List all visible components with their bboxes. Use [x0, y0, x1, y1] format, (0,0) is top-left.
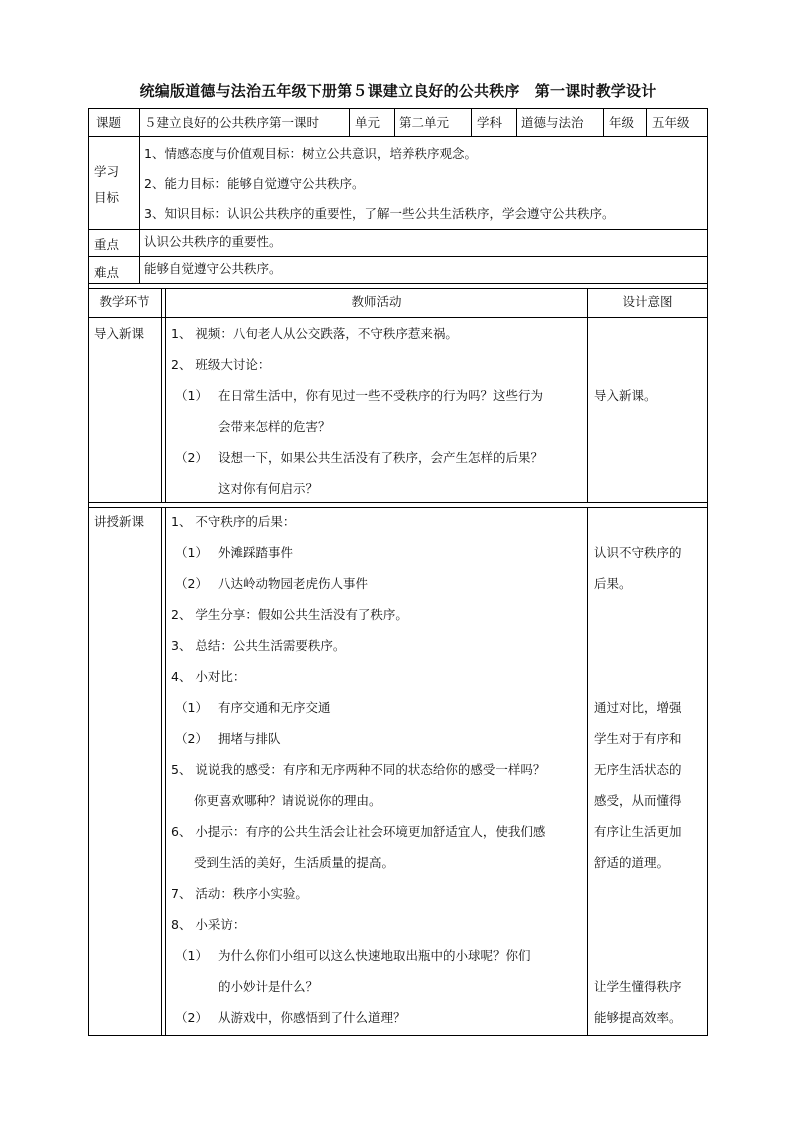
goal-ability: 2、能力目标：能够自觉遵守公共秩序。 — [144, 176, 365, 191]
rule-label-col — [139, 108, 140, 283]
rule-after-difficulty — [88, 283, 708, 284]
rule-stage-col-a — [161, 288, 162, 503]
rule-columns-top — [88, 288, 708, 289]
rule-header-2 — [394, 108, 395, 136]
lecture-line: 5、 说说我的感受：有序和无序两种不同的状态给你的感受一样吗？ — [171, 762, 546, 777]
table-border-right — [707, 108, 708, 1036]
intro-line: 在日常生活中，你有见过一些不受秩序的行为吗？这些行为 — [218, 388, 544, 403]
lecture-line: 8、 小采访： — [171, 917, 246, 932]
intro-line: 2、 班级大讨论： — [171, 357, 271, 372]
lecture-item-number: （1） — [175, 545, 208, 560]
rule-after-keypoint — [88, 256, 708, 257]
lecture-intent-line: 舒适的道理。 — [594, 855, 670, 870]
lecture-line: 6、 小提示：有序的公共生活会让社会环境更加舒适宜人，使我们感 — [171, 824, 546, 839]
difficulty-value: 能够自觉遵守公共秩序。 — [144, 261, 282, 276]
grade-value: 五年级 — [652, 115, 690, 130]
lecture-line: 1、 不守秩序的后果： — [171, 514, 296, 529]
course-label: 课题 — [96, 115, 122, 130]
lecture-item-number: （1） — [175, 700, 208, 715]
rule-after-header — [88, 136, 708, 137]
lecture-stage-label: 讲授新课 — [94, 514, 145, 529]
rule-header-1 — [349, 108, 350, 136]
goals-label-line1: 学习 — [94, 164, 120, 179]
rule-after-goals — [88, 229, 708, 230]
lecture-line: 7、 活动：秩序小实验。 — [171, 886, 308, 901]
intro-item-number: （2） — [175, 450, 208, 465]
unit-value: 第二单元 — [399, 115, 450, 130]
lecture-line: 为什么你们小组可以这么快速地取出瓶中的小球呢？你们 — [218, 948, 531, 963]
lecture-line: 2、 学生分享：假如公共生活没有了秩序。 — [171, 607, 408, 622]
goal-emotion: 1、情感态度与价值观目标：树立公共意识，培养秩序观念。 — [144, 146, 477, 161]
rule-header-6 — [646, 108, 647, 136]
subject-value: 道德与法治 — [521, 115, 584, 130]
intro-line: 会带来怎样的危害？ — [218, 419, 331, 434]
rule-header-3 — [471, 108, 472, 136]
keypoint-label: 重点 — [94, 237, 120, 252]
lecture-line: 你更喜欢哪种？请说说你的理由。 — [194, 793, 382, 808]
lecture-intent-line: 让学生懂得秩序 — [594, 979, 682, 994]
lecture-intent-line: 无序生活状态的 — [594, 762, 682, 777]
lecture-item-number: （1） — [175, 948, 208, 963]
lecture-line: 外滩踩踏事件 — [218, 545, 294, 560]
lecture-item-number: （2） — [175, 1010, 208, 1025]
goal-knowledge: 3、知识目标：认识公共秩序的重要性，了解一些公共生活秩序，学会遵守公共秩序。 — [144, 206, 615, 221]
intro-line: 这对你有何启示？ — [218, 481, 319, 496]
difficulty-label: 难点 — [94, 265, 120, 280]
intro-item-number: （1） — [175, 388, 208, 403]
table-border-top — [88, 108, 708, 109]
lecture-line: 4、 小对比： — [171, 669, 246, 684]
lecture-item-number: （2） — [175, 731, 208, 746]
lecture-line: 3、 总结：公共生活需要秩序。 — [171, 638, 346, 653]
unit-label: 单元 — [355, 115, 381, 130]
lecture-item-number: （2） — [175, 576, 208, 591]
lecture-intent-line: 学生对于有序和 — [594, 731, 682, 746]
intro-intent: 导入新课。 — [594, 388, 657, 403]
goals-label-line2: 目标 — [94, 190, 120, 205]
keypoint-value: 认识公共秩序的重要性。 — [144, 234, 282, 249]
rule-after-intro — [88, 502, 708, 503]
lecture-intent-line: 感受，从而懂得 — [594, 793, 682, 808]
document-title: 统编版道德与法治五年级下册第５课建立良好的公共秩序 第一课时教学设计 — [139, 82, 657, 100]
rule-stage-col-b2 — [165, 507, 166, 1036]
lecture-line: 从游戏中，你感悟到了什么道理？ — [218, 1010, 406, 1025]
intro-stage-label: 导入新课 — [94, 326, 145, 341]
rule-after-columns — [88, 317, 708, 318]
rule-intent-col-b — [587, 507, 588, 1036]
lecture-intent-line: 后果。 — [594, 576, 632, 591]
rule-header-5 — [603, 108, 604, 136]
column-header-intent: 设计意图 — [622, 294, 673, 309]
lesson-plan-table — [88, 108, 708, 1036]
lecture-line: 八达岭动物园老虎伤人事件 — [218, 576, 369, 591]
intro-line: 1、 视频：八旬老人从公交跌落，不守秩序惹来祸。 — [171, 326, 458, 341]
rule-stage-col-a2 — [165, 288, 166, 503]
subject-label: 学科 — [477, 115, 503, 130]
lecture-line: 拥堵与排队 — [218, 731, 281, 746]
rule-lecture-top — [88, 507, 708, 508]
table-border-bottom — [88, 1035, 708, 1036]
column-header-activity: 教师活动 — [351, 294, 402, 309]
lecture-line: 有序交通和无序交通 — [218, 700, 331, 715]
lecture-intent-line: 通过对比，增强 — [594, 700, 682, 715]
lecture-intent-line: 有序让生活更加 — [594, 824, 682, 839]
table-border-left — [88, 108, 89, 1036]
lecture-intent-line: 认识不守秩序的 — [594, 545, 682, 560]
rule-stage-col-b — [161, 507, 162, 1036]
lecture-line: 受到生活的美好，生活质量的提高。 — [194, 855, 395, 870]
course-value: ５建立良好的公共秩序第一课时 — [144, 115, 320, 130]
lecture-line: 的小妙计是什么？ — [218, 979, 319, 994]
intro-line: 设想一下，如果公共生活没有了秩序，会产生怎样的后果？ — [218, 450, 544, 465]
rule-intent-col-a — [587, 288, 588, 503]
rule-header-4 — [516, 108, 517, 136]
column-header-stage: 教学环节 — [99, 294, 150, 309]
grade-label: 年级 — [609, 115, 635, 130]
lecture-intent-line: 能够提高效率。 — [594, 1010, 682, 1025]
